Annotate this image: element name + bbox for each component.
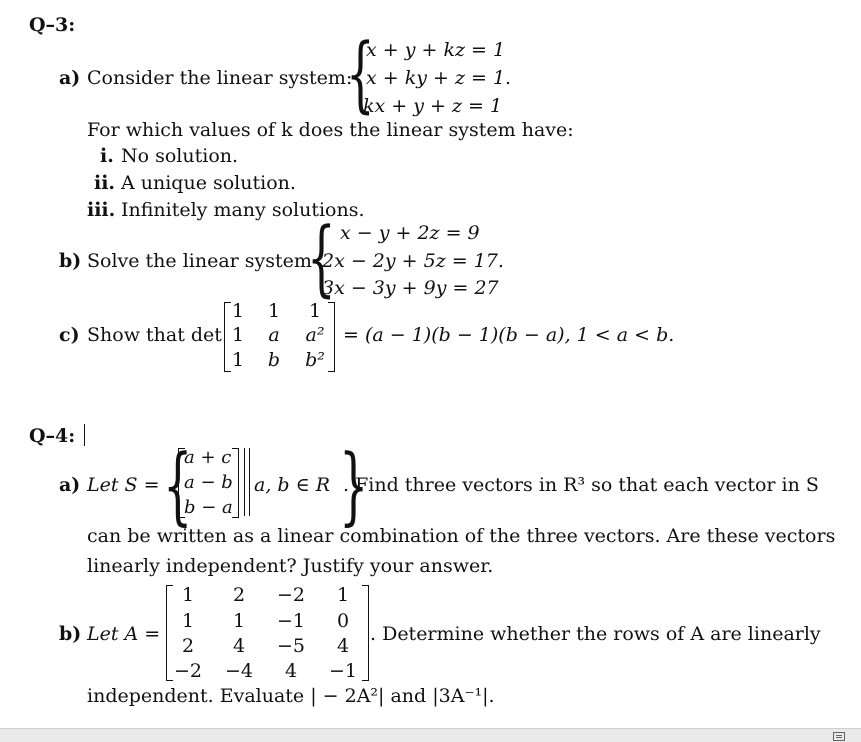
q3a-option-2-text: A unique solution.	[121, 172, 296, 194]
text-cursor	[84, 424, 85, 446]
q4b-matrix-cell: −2	[173, 660, 202, 682]
q3a-intro: Consider the linear system:	[87, 67, 353, 89]
q3c-matrix-cell: 1	[267, 300, 281, 322]
q4a-text-2: can be written as a linear combination of the three vectors. Are these vectors	[87, 525, 836, 547]
q4b-matrix-cell: −1	[328, 660, 357, 682]
q4b-matrix-cell: 4	[336, 635, 350, 657]
q3a-equation-3: kx + y + z = 1	[363, 95, 503, 117]
q4b-matrix-cell: 1	[181, 610, 195, 632]
q3a-prompt: For which values of k does the linear system have:	[87, 119, 574, 141]
q4a-condition: a, b ∈ R	[254, 474, 331, 496]
q4a-text-1: . Find three vectors in R³ so that each vector in S	[343, 474, 819, 496]
q3b-equation-2: 2x − 2y + 5z = 17.	[322, 250, 504, 272]
q3c-matrix-cell: 1	[231, 349, 245, 371]
q4b-text-1: . Determine whether the rows of A are linearly	[370, 623, 821, 645]
q4a-text-3: linearly independent? Justify your answer.	[87, 555, 494, 577]
q3c-intro: Show that det	[87, 324, 222, 346]
q4a-norm-bar	[244, 448, 245, 516]
q3a-equation-2: x + ky + z = 1.	[366, 67, 512, 89]
q4b-matrix-cell: −2	[276, 584, 305, 606]
q3c-label: c)	[59, 324, 80, 346]
q3b-equation-3: 3x − 3y + 9y = 27	[322, 277, 499, 299]
q4a-vector-entry: b − a	[184, 497, 233, 518]
q4b-matrix-cell: −4	[224, 660, 253, 682]
q3a-option-1-text: No solution.	[121, 145, 239, 167]
q3b-equation-1: x − y + 2z = 9	[340, 222, 480, 244]
q3a-option-3-num: iii.	[87, 199, 116, 221]
q3-heading: Q–3:	[29, 14, 76, 36]
q3b-label: b)	[59, 250, 82, 272]
q4b-matrix-cell: 4	[232, 635, 246, 657]
q4a-vector-entry: a − b	[184, 472, 233, 493]
q4b-matrix-cell: 1	[181, 584, 195, 606]
q3c-matrix-cell: 1	[231, 300, 245, 322]
q4b-matrix-cell: 2	[181, 635, 195, 657]
q3c-matrix-cell: 1	[231, 324, 245, 346]
q4b-matrix-right-bracket	[362, 585, 369, 681]
q3a-option-2-num: ii.	[94, 172, 116, 194]
q3a-left-brace: {	[346, 27, 375, 122]
q3a-equation-1: x + y + kz = 1	[366, 39, 506, 61]
q4a-vector-entry: a + c	[184, 447, 232, 468]
q3c-matrix-cell: b	[267, 349, 281, 371]
q3b-left-brace: {	[307, 211, 336, 306]
q4b-label: b)	[59, 623, 82, 645]
q3a-option-1-num: i.	[100, 145, 114, 167]
q4-heading: Q–4:	[29, 425, 76, 447]
q4b-matrix-cell: −1	[276, 610, 305, 632]
q3b-intro: Solve the linear system	[87, 250, 312, 272]
q4a-set-left-brace: {	[163, 436, 193, 534]
q4b-matrix-cell: 1	[232, 610, 246, 632]
q4b-matrix-cell: 0	[336, 610, 350, 632]
q3c-matrix-cell: a²	[305, 324, 325, 346]
q4b-matrix-cell: 1	[336, 584, 350, 606]
q4b-matrix-cell: 2	[232, 584, 246, 606]
resize-grip-icon[interactable]	[833, 732, 845, 741]
q4b-text-2: independent. Evaluate | − 2A²| and |3A⁻¹|.	[87, 685, 495, 707]
q3a-label: a)	[59, 67, 81, 89]
q3c-matrix-cell: b²	[305, 349, 325, 371]
q3c-rhs: = (a − 1)(b − 1)(b − a), 1 < a < b.	[343, 324, 675, 346]
q4b-let: Let A =	[87, 623, 161, 645]
q4a-set-right-brace: {	[339, 436, 369, 534]
q4a-norm-bar	[249, 448, 250, 516]
q4a-label: a)	[59, 474, 81, 496]
q3c-matrix-cell: a	[268, 324, 280, 346]
q4a-vector-right-bracket	[232, 448, 239, 518]
q4b-matrix-cell: 4	[284, 660, 298, 682]
q3a-option-3-text: Infinitely many solutions.	[121, 199, 365, 221]
q4a-let: Let S =	[87, 474, 160, 496]
q4b-matrix-cell: −5	[276, 635, 305, 657]
status-bar	[0, 728, 861, 742]
q3c-matrix-cell: 1	[308, 300, 322, 322]
